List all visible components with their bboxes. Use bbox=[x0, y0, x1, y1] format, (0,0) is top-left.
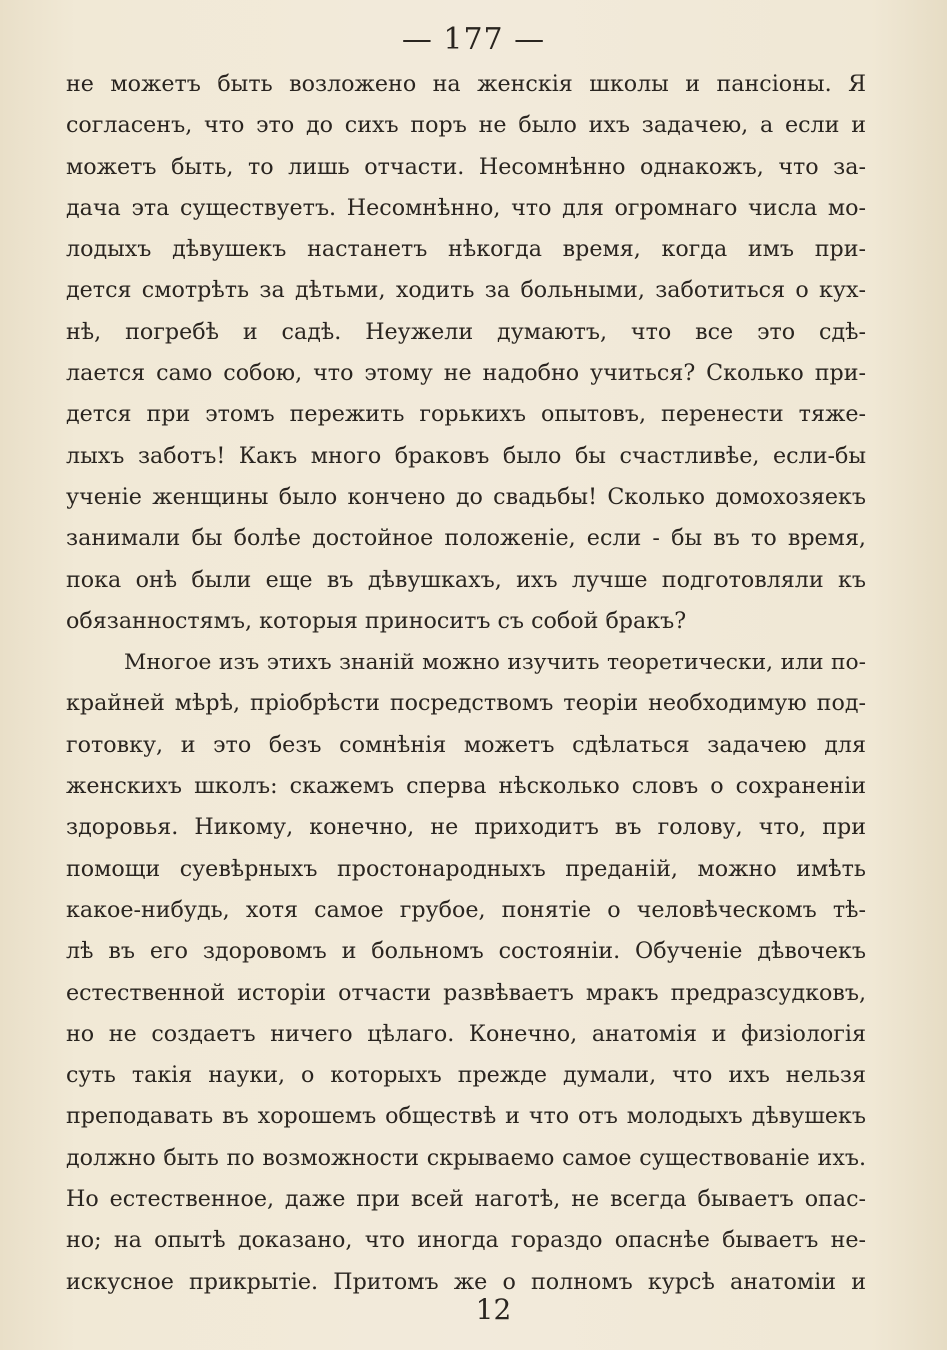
text-line: не можетъ быть возложено на женскія школы и пансіоны. Я bbox=[66, 71, 866, 97]
text-line: Но естественное, даже при всей наготѣ, не всегда бываетъ опас- bbox=[66, 1186, 866, 1213]
page-body bbox=[66, 64, 866, 1303]
text-line: какое-нибудь, хотя самое грубое, понятіе о человѣческомъ тѣ- bbox=[66, 896, 866, 923]
text-line: преподавать въ хорошемъ обществѣ и что отъ молодыхъ дѣвушекъ bbox=[66, 1103, 866, 1130]
page-number-header: — 177 — bbox=[401, 22, 546, 57]
text-line: дется смотрѣть за дѣтьми, ходить за больными, заботиться о кух- bbox=[66, 277, 866, 304]
text-line: занимали бы болѣе достойное положеніе, если - бы въ то время, bbox=[66, 525, 866, 552]
text-line: должно быть по возможности скрываемо самое существованіе ихъ. bbox=[66, 1144, 866, 1171]
text-line: искусное прикрытіе. Притомъ же о полномъ курсѣ анатоміи и bbox=[66, 1268, 866, 1295]
text-line: дача эта существуетъ. Несомнѣнно, что для огромнаго числа мо- bbox=[66, 194, 866, 221]
text-line: суть такія науки, о которыхъ прежде думали, что ихъ нельзя bbox=[66, 1062, 866, 1089]
text-line: можетъ быть, то лишь отчасти. Несомнѣнно однакожъ, что за- bbox=[66, 153, 866, 180]
text-line: согласенъ, что это до сихъ поръ не было ихъ задачею, а если и bbox=[66, 112, 866, 139]
paragraph-1 bbox=[66, 64, 866, 642]
text-line: женскихъ школъ: скажемъ сперва нѣсколько словъ о сохраненіи bbox=[66, 773, 866, 800]
text-line: но; на опытѣ доказано, что иногда гораздо опаснѣе бываетъ не- bbox=[66, 1227, 866, 1254]
text-line: нѣ, погребѣ и садѣ. Неужели думаютъ, что все это сдѣ- bbox=[66, 318, 866, 345]
text-line: лѣ въ его здоровомъ и больномъ состояніи. Обученіе дѣвочекъ bbox=[66, 938, 866, 965]
text-line: Многое изъ этихъ знаній можно изучить теоретически, или по- bbox=[124, 650, 866, 676]
signature-mark: 12 bbox=[475, 1293, 512, 1326]
text-line: пока онѣ были еще въ дѣвушкахъ, ихъ лучше подготовляли къ bbox=[66, 566, 866, 593]
text-line: дется при этомъ пережить горькихъ опытовъ, перенести тяже- bbox=[66, 401, 866, 428]
paragraph-2 bbox=[66, 642, 866, 1303]
text-line: но не создаетъ ничего цѣлаго. Конечно, анатомія и физіологія bbox=[66, 1020, 866, 1047]
text-line: помощи суевѣрныхъ простонародныхъ преданій, можно имѣть bbox=[66, 855, 866, 882]
text-line: лыхъ заботъ! Какъ много браковъ было бы счастливѣе, если-бы bbox=[66, 442, 866, 469]
text-line: обязанностямъ, которыя приноситъ съ собой бракъ? bbox=[66, 607, 687, 634]
text-line: здоровья. Никому, конечно, не приходитъ въ голову, что, при bbox=[66, 814, 866, 841]
text-line: ученіе женщины было кончено до свадьбы! Сколько домохозяекъ bbox=[66, 483, 866, 510]
text-line: лается само собою, что этому не надобно учиться? Сколько при- bbox=[66, 360, 866, 387]
text-line: лодыхъ дѣвушекъ настанетъ нѣкогда время, когда имъ при- bbox=[66, 236, 866, 263]
text-line: готовку, и это безъ сомнѣнія можетъ сдѣлаться задачею для bbox=[66, 731, 866, 758]
text-line: естественной исторіи отчасти развѣваетъ мракъ предразсудковъ, bbox=[66, 979, 866, 1006]
text-line: крайней мѣрѣ, пріобрѣсти посредствомъ теоріи необходимую под- bbox=[66, 690, 866, 717]
